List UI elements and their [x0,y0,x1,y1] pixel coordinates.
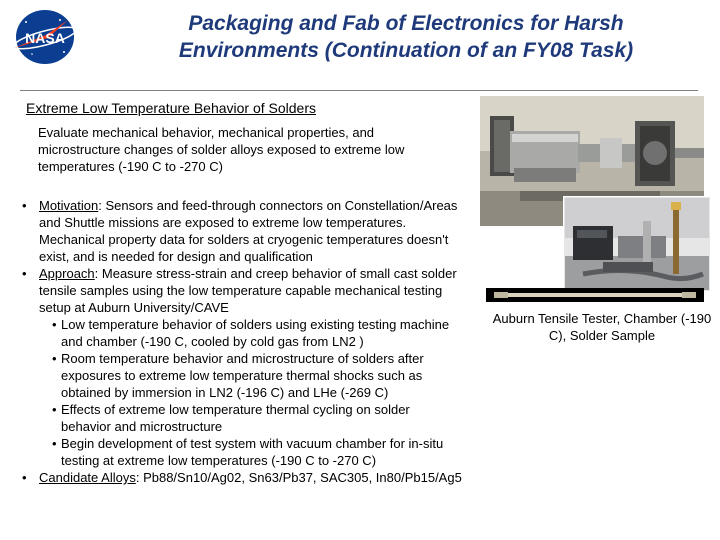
sub-bullet-dot: • [52,436,57,451]
approach-text: : Measure stress-strain and creep behavior of small cast solder tensile samples using the low temperature capable mechanical testing setup at Auburn University/CAVE [39,266,457,315]
sub-bullet-dot: • [52,351,57,366]
bullet-list [22,197,462,486]
sub-bullet-dot: • [52,317,57,332]
sub-bullet-dot: • [52,402,57,417]
title-divider [20,90,698,91]
sub-bullet-1-text: Low temperature behavior of solders using existing testing machine and chamber (-190 C, cooled by cold gas from LN2 ) [61,317,450,349]
bullet-motivation [22,197,462,265]
sub-bullet-1 [22,316,462,350]
alloys-text: : Pb88/Sn10/Ag02, Sn63/Pb37, SAC305, In80/Pb15/Ag5 [135,470,462,485]
sub-bullet-4-text: Begin development of test system with vacuum chamber for in-situ testing at extreme low temperatures (-190 C to -270 C) [61,436,444,468]
title-line-1: Packaging and Fab of Electronics for Harsh [188,12,624,35]
bullet-alloys [22,469,462,486]
intro-paragraph: Evaluate mechanical behavior, mechanical properties, and microstructure changes of solder alloys exposed to extreme low temperatures (-190 C to -270 C) [38,125,405,174]
bullet-dot: • [22,470,27,485]
bullet-dot: • [22,198,27,213]
section-heading: Extreme Low Temperature Behavior of Solders [26,100,316,116]
slide-title [96,10,716,64]
sub-bullet-2-text: Room temperature behavior and microstructure of solders after exposures to extreme low temperature thermal shocks such as obtained by immersion in LN2 (-196 C) and LHe (-269 C) [61,351,424,400]
approach-label: Approach [39,266,95,281]
solder-sample-image [486,288,704,302]
chamber-photo [563,196,711,292]
motivation-label: Motivation [39,198,99,213]
sub-bullet-3-text: Effects of extreme low temperature thermal cycling on solder behavior and microstructure [61,402,410,434]
sub-bullet-2 [22,350,462,401]
bullet-dot: • [22,266,27,281]
bullet-approach [22,265,462,316]
motivation-text: : Sensors and feed-through connectors on Constellation/Areas and Shuttle missions are exposed to extreme low temperatures. Mechanical property data for solders at cryogenic temperatures doesn't exist, and is needed for design and qualification [39,198,458,264]
sub-bullet-4 [22,435,462,469]
photo-caption: Auburn Tensile Tester, Chamber (-190 C), Solder Sample [492,311,712,343]
title-line-2: Environments (Continuation of an FY08 Task) [178,39,634,62]
nasa-logo [10,8,80,66]
svg-text:NASA: NASA [25,30,65,46]
alloys-label: Candidate Alloys [39,470,136,485]
sub-bullet-3 [22,401,462,435]
